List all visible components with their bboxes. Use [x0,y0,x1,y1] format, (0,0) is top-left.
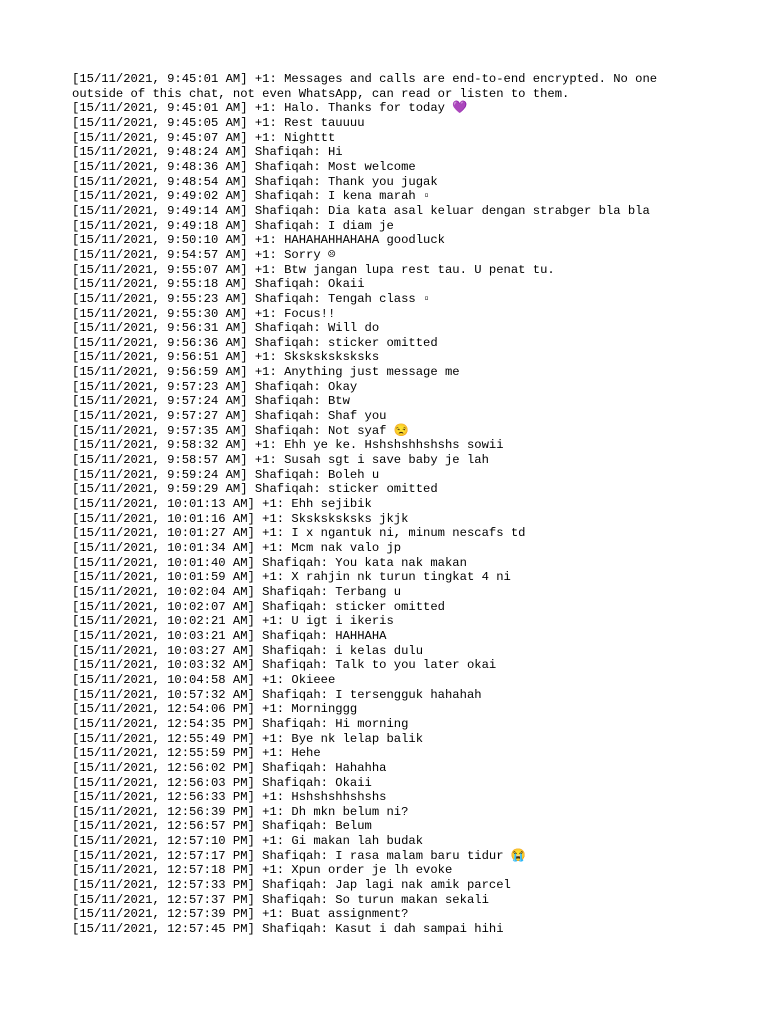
chat-message-line: [15/11/2021, 9:45:07 AM] +1: Nighttt [72,130,336,145]
chat-message-line: [15/11/2021, 9:45:01 AM] +1: Messages and calls are end-to-end encrypted. No one outside of this chat, not even WhatsApp, can read or listen to them. [72,72,665,101]
chat-message-line: [15/11/2021, 12:54:06 PM] +1: Morninggg [72,702,358,717]
chat-message-line: [15/11/2021, 9:50:10 AM] +1: HAHAHAHHAHAHA goodluck [72,233,445,248]
document-page [72,72,692,937]
chat-message-line: [15/11/2021, 9:45:01 AM] +1: Halo. Thanks for today 💜 [72,101,468,116]
chat-message-line: [15/11/2021, 10:04:58 AM] +1: Okieee [72,672,336,687]
chat-message-line: [15/11/2021, 12:57:39 PM] +1: Buat assignment? [72,907,409,922]
chat-message-line: [15/11/2021, 9:56:51 AM] +1: Sksksksksksks [72,350,380,365]
chat-message-line: [15/11/2021, 10:01:13 AM] +1: Ehh sejibik [72,497,372,512]
chat-message-line: [15/11/2021, 9:48:36 AM] Shafiqah: Most welcome [72,159,416,174]
chat-message-line: [15/11/2021, 9:45:05 AM] +1: Rest tauuuu [72,115,365,130]
chat-message-line: [15/11/2021, 9:55:23 AM] Shafiqah: Tengah class ▫ [72,291,431,306]
chat-message-line: [15/11/2021, 10:03:21 AM] Shafiqah: HAHHAHA [72,628,387,643]
chat-message-line: [15/11/2021, 9:55:18 AM] Shafiqah: Okaii [72,277,365,292]
chat-log [72,72,692,937]
chat-message-line: [15/11/2021, 12:55:49 PM] +1: Bye nk lelap balik [72,731,424,746]
chat-message-line: [15/11/2021, 12:57:37 PM] Shafiqah: So turun makan sekali [72,892,489,907]
chat-message-line: [15/11/2021, 9:49:02 AM] Shafiqah: I kena marah ▫ [72,189,431,204]
chat-message-line: [15/11/2021, 9:59:29 AM] Shafiqah: sticker omitted [72,482,438,497]
chat-message-line: [15/11/2021, 9:56:59 AM] +1: Anything just message me [72,365,460,380]
chat-message-line: [15/11/2021, 12:56:03 PM] Shafiqah: Okaii [72,775,372,790]
chat-message-line: [15/11/2021, 10:02:04 AM] Shafiqah: Terbang u [72,584,402,599]
chat-message-line: [15/11/2021, 10:02:21 AM] +1: U igt i ikeris [72,614,394,629]
chat-message-line: [15/11/2021, 9:55:07 AM] +1: Btw jangan lupa rest tau. U penat tu. [72,262,555,277]
chat-message-line: [15/11/2021, 12:57:18 PM] +1: Xpun order je lh evoke [72,863,453,878]
chat-message-line: [15/11/2021, 12:57:33 PM] Shafiqah: Jap lagi nak amik parcel [72,878,511,893]
chat-message-line: [15/11/2021, 9:57:23 AM] Shafiqah: Okay [72,379,358,394]
chat-message-line: [15/11/2021, 9:56:36 AM] Shafiqah: sticker omitted [72,335,438,350]
chat-message-line: [15/11/2021, 10:03:27 AM] Shafiqah: i kelas dulu [72,643,424,658]
chat-message-line: [15/11/2021, 9:49:18 AM] Shafiqah: I diam je [72,218,394,233]
chat-message-line: [15/11/2021, 12:57:17 PM] Shafiqah: I rasa malam baru tidur 😭 [72,848,526,863]
chat-message-line: [15/11/2021, 12:57:45 PM] Shafiqah: Kasut i dah sampai hihi [72,922,504,937]
chat-message-line: [15/11/2021, 12:56:33 PM] +1: Hshshshhshshs [72,790,387,805]
chat-message-line: [15/11/2021, 12:54:35 PM] Shafiqah: Hi morning [72,716,409,731]
chat-message-line: [15/11/2021, 9:59:24 AM] Shafiqah: Boleh u [72,467,380,482]
chat-message-line: [15/11/2021, 9:49:14 AM] Shafiqah: Dia kata asal keluar dengan strabger bla bla [72,203,650,218]
chat-message-line: [15/11/2021, 9:57:24 AM] Shafiqah: Btw [72,394,350,409]
chat-message-line: [15/11/2021, 10:57:32 AM] Shafiqah: I tersengguk hahahah [72,687,482,702]
chat-message-line: [15/11/2021, 9:57:35 AM] Shafiqah: Not syaf 😒 [72,423,409,438]
chat-message-line: [15/11/2021, 10:03:32 AM] Shafiqah: Talk to you later okai [72,658,497,673]
chat-message-line: [15/11/2021, 9:48:24 AM] Shafiqah: Hi [72,145,343,160]
chat-message-line: [15/11/2021, 10:01:34 AM] +1: Mcm nak valo jp [72,541,402,555]
chat-message-line: [15/11/2021, 9:55:30 AM] +1: Focus!! [72,306,336,321]
chat-message-line: [15/11/2021, 9:54:57 AM] +1: Sorry ☹ [72,247,336,262]
chat-message-line: [15/11/2021, 9:48:54 AM] Shafiqah: Thank you jugak [72,174,438,189]
chat-message-line: [15/11/2021, 9:56:31 AM] Shafiqah: Will do [72,321,380,336]
chat-message-line: [15/11/2021, 10:01:40 AM] Shafiqah: You kata nak makan [72,555,467,570]
chat-message-line: [15/11/2021, 9:58:57 AM] +1: Susah sgt i save baby je lah [72,453,489,468]
chat-message-line: [15/11/2021, 12:57:10 PM] +1: Gi makan lah budak [72,834,424,849]
chat-message-line: [15/11/2021, 9:57:27 AM] Shafiqah: Shaf you [72,409,387,424]
chat-message-line: [15/11/2021, 10:01:16 AM] +1: Sksksksksks jkjk [72,511,409,526]
chat-message-line: [15/11/2021, 10:01:27 AM] +1: I x ngantuk ni, minum nescafs td [72,526,526,541]
chat-message-line: [15/11/2021, 9:58:32 AM] +1: Ehh ye ke. Hshshshhshshs sowii [72,438,504,453]
chat-message-line: [15/11/2021, 12:56:57 PM] Shafiqah: Belum [72,819,372,834]
chat-message-line: [15/11/2021, 10:01:59 AM] +1: X rahjin nk turun tingkat 4 ni [72,570,511,585]
chat-message-line: [15/11/2021, 12:55:59 PM] +1: Hehe [72,746,321,761]
chat-message-line: [15/11/2021, 12:56:39 PM] +1: Dh mkn belum ni? [72,804,409,819]
chat-message-line: [15/11/2021, 10:02:07 AM] Shafiqah: sticker omitted [72,599,445,614]
chat-message-line: [15/11/2021, 12:56:02 PM] Shafiqah: Hahahha [72,760,387,775]
